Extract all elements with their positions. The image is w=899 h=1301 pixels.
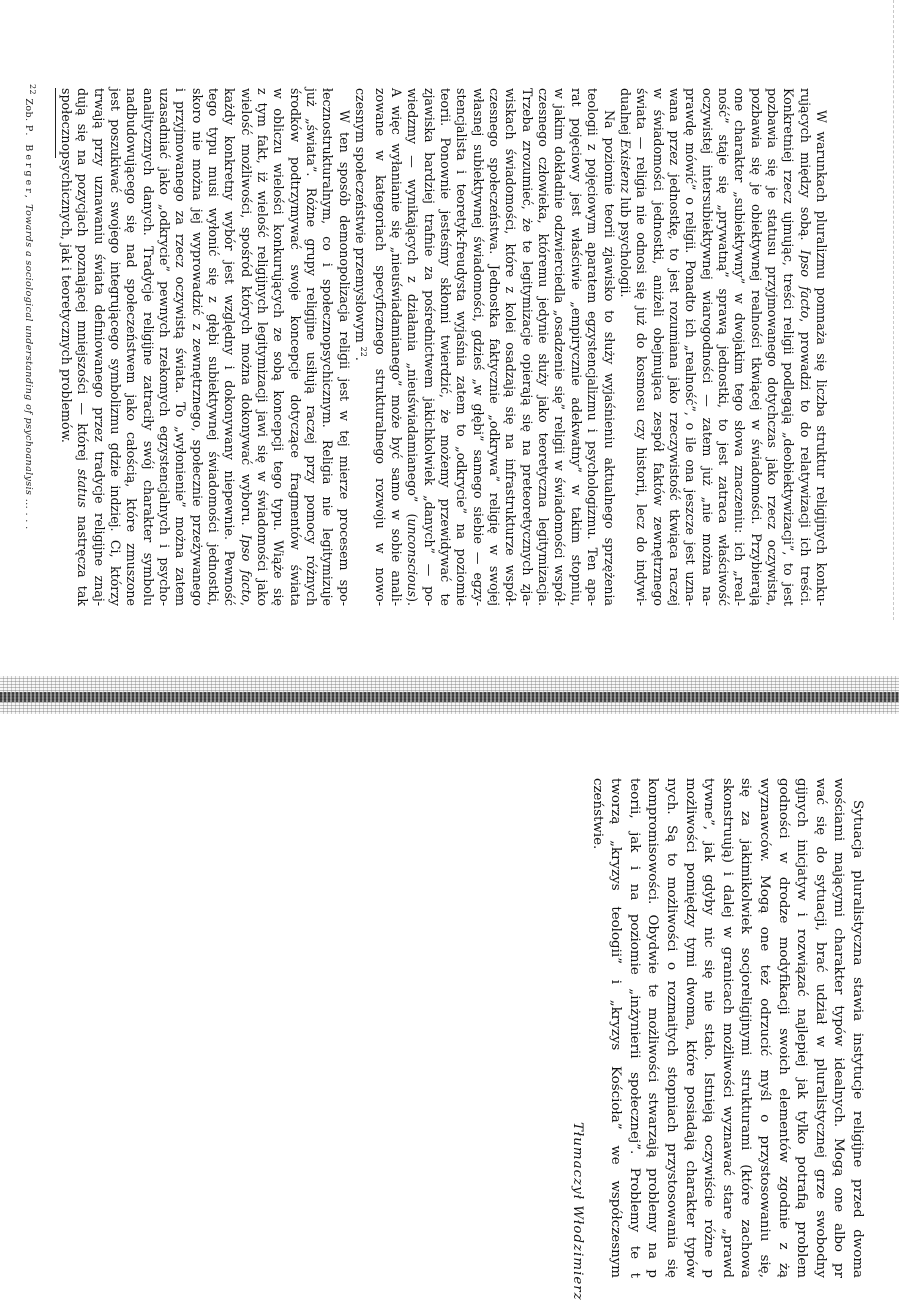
footnote [23, 84, 37, 644]
footnote-reference[interactable]: 22 [359, 346, 369, 357]
footnote-tail: ... . . . [22, 498, 34, 530]
text-line: Na poziomie teorii zjawisko to służy wyjaśnieniu aktualnego sprzężenia [601, 110, 617, 606]
footnote-divider [55, 88, 56, 158]
text-line: z tym fakt, iż wielość religijnych legitymizacji jawi się w świadomości jako [255, 88, 271, 606]
text-line: wiskach świadomości, które z kolei osadzają się na infrastrukturze współ- [503, 88, 519, 606]
left-page-column [58, 88, 829, 606]
text-line: wiedzmy — wynikających z działania „nieuświadamianego” (unconscious). [405, 88, 421, 606]
text-line: Trzeba zrozumieć, że te legitymizacje opierają się na preteoretycznych zja- [519, 88, 535, 606]
text-line: w obliczu wielości konkurujących ze sobą koncepcji tego typu. Wiąże się [271, 88, 287, 606]
text-line: ność” staje się „prywatną” sprawą jednostki, to jest zatraca właściwość [715, 88, 731, 606]
text-line: wielość możliwości, spośród których można dokonywać wyboru. Ipso facto, [238, 88, 254, 607]
footnote-marker: 22 [28, 84, 37, 95]
translator-credit: Tłumaczył Włodzimierz [570, 1122, 585, 1301]
text-line: tworzą „kryzys teologii” i „kryzys Kościoła” we współczesnym [608, 778, 624, 1278]
text-line: kompromisowości. Obydwie te możliwości stwarzają problemy na p [645, 778, 661, 1278]
text-line: wana przez jednostkę, to jest rozumiana jako rzeczywistość tkwiąca raczej [666, 88, 682, 606]
text-line: każdy konkretny wybór jest względny i dokonywany niepewnie. Pewność [222, 88, 238, 606]
text-line: wyznawców. Mogą one też odrzucić myśl o przystosowaniu się, [757, 778, 773, 1278]
text-line: pozbawia się je statusu przyjmowanego dotychczas jako rzecz oczywista, [764, 88, 780, 606]
text-line: czesnego społeczeństwa. Jednostka faktycznie „odkrywa” religię w swojej [487, 88, 503, 606]
right-page-column [587, 778, 866, 1278]
text-line: czesnym społeczeństwie przemysłowym $^{22}$. [353, 88, 369, 361]
text-line: czesnego człowieka, któremu jedynie służy jako teoretyczna legitymizacja. [536, 88, 552, 606]
footnote-author: P. Berger, [22, 124, 34, 201]
text-line: one charakter „subiektywny” w dwojakim tego słowa znaczeniu: ich „real- [732, 88, 748, 606]
scan-edge-line [893, 0, 894, 620]
text-line: nych. Są to możliwości o rozmaitych stopniach przystosowania się [664, 778, 680, 1278]
text-line: jest poszukiwać swojego integrującego symbolizmu gdzie indziej. Ci, którzy [108, 88, 124, 606]
text-line: dują się na pozycjach poznającej mniejszości — której status nastręcza tak [75, 88, 91, 606]
text-line: możliwości pomiędzy tymi dwoma, które posiadają charakter typów [682, 778, 698, 1278]
text-line: wać się do sytuacji, brać udział w pluralistycznej grze swobodny [812, 778, 828, 1278]
text-line: tywne”, jak gdyby nic się nie stało. Istnieją oczywiście różne p [701, 778, 717, 1278]
text-line: zjawiska bardziej trafnie za pośrednictwem jakichkolwiek „danych” — po- [421, 88, 437, 606]
text-line: Konkretniej rzecz ujmując, treści religii podlegają „deobiektywizacji”, to jest [781, 88, 797, 606]
text-line: zowane w kategoriach specyficznego strukturalnego rozwoju w nowo- [372, 88, 388, 606]
text-line: skoro nie można jej wyprowadzić z zewnętrznego, społecznie przeżywanego [189, 88, 205, 606]
text-line: teorii, jak i na poziomie „inżynierii społecznej”. Problemy te t [626, 778, 642, 1278]
text-line: teologii z pojęciowym aparatem egzystencjalizmu i psychologizmu. Ten apa- [585, 88, 601, 606]
text-line: prawdę mówić” o religii. Ponadto ich „realność”, o ile ona jeszcze jest uzna- [683, 88, 699, 606]
text-line: społecznopsychicznych, jak i teoretycznych problemów. [59, 88, 74, 443]
text-line: Sytuacja pluralistyczna stawia instytucje religijne przed dwoma [850, 800, 865, 1278]
text-line: godności w drodze modyfikacji swoich elementów zgodnie z żą [775, 778, 791, 1278]
text-line: analitycznych danych. Tradycje religijne zatraciły swój charakter symbolu [140, 88, 156, 606]
text-line: gijnych inicjatyw i rozwiązać najlepiej jak tylko potrafią problem [794, 778, 810, 1278]
text-line: rat pojęciowy jest właściwie „empirycznie adekwatny” w takim stopniu, [568, 88, 584, 606]
text-line: tego typu musi wyłonić się z głębi subiektywnej świadomości jednostki, [206, 88, 222, 606]
text-line: w jakim dokładnie odzwierciedla „osadzenie się” religii w świadomości współ- [552, 88, 568, 606]
text-line: stencjalista i teoretyk-freudysta wyjaśnia zatem to „odkrycie” na poziomie [454, 88, 470, 606]
text-line: w świadomości jednostki, aniżeli obejmująca zespół faktów zewnętrznego [650, 88, 666, 606]
footnote-prefix: Zob. [22, 98, 34, 122]
text-line: świata — religia nie odnosi się już do kosmosu czy historii, lecz do indywi- [634, 88, 650, 606]
text-line: środków podtrzymywać swoje koncepcje dotyczące fragmentów świata [287, 88, 303, 606]
text-line: A więc wyłanianie się „nieuświadamianego” może być samo w sobie anali- [389, 88, 405, 606]
text-line: uzasadniać jako „odkrycie” pewnych rzekomych egzystencjalnych i psycho- [157, 88, 173, 606]
text-line: W warunkach pluralizmu pomnaża się liczba struktur religijnych konku- [814, 110, 829, 606]
text-line: czeństwie. [589, 778, 605, 850]
text-line: W ten sposób demonopolizacja religii jest w tej mierze procesem spo- [336, 110, 352, 606]
text-line: się za jakimikolwiek socjoreligijnymi strukturami (które zachowa [738, 778, 754, 1278]
page-fold-shadow [0, 692, 899, 702]
text-line: łecznostrukturalnym, co i społecznopsychicznym. Religia nie legitymizuje [320, 88, 336, 606]
footnote-title: Towards a sociological understanding of psychoanalysis [22, 204, 34, 496]
text-line: skonstruują) i dalej w granicach możliwości wyznawać stare „prawd [719, 778, 735, 1278]
text-line: teorii. Ponownie jesteśmy skłonni twierdzić, że możemy przewidywać te [438, 88, 454, 606]
text-line: dualnej Existenz lub psychologii. [617, 88, 633, 298]
text-line: już „świata”. Różne grupy religijne usiłują raczej przy pomocy różnych [304, 88, 320, 606]
text-line: i przyjmowanego za rzecz oczywistą świata. To „wyłonienie” można zatem [173, 88, 189, 606]
text-line: rujących między sobą. Ipso facto, prowadzi to do relatywizacji ich treści. [797, 88, 813, 606]
text-line: nadbudowującego się nad społeczeństwem jako całością, które zmuszone [124, 88, 140, 606]
text-line: oczywistej intersubiektywnej wiarogodności — zatem już „nie można na- [699, 88, 715, 606]
text-line: wościami mającymi charakter typów idealnych. Mogą one albo pr [831, 778, 847, 1278]
text-line: trwają przy uznawaniu świata definiowanego przez tradycje religijne znaj- [91, 88, 107, 606]
text-line: własnej subiektywnej świadomości, gdzieś „w głębi” samego siebie — egzy- [470, 88, 486, 606]
text-line: pozbawia się je obiektywnej realności tkwiącej w świadomości. Przybierają [748, 88, 764, 606]
